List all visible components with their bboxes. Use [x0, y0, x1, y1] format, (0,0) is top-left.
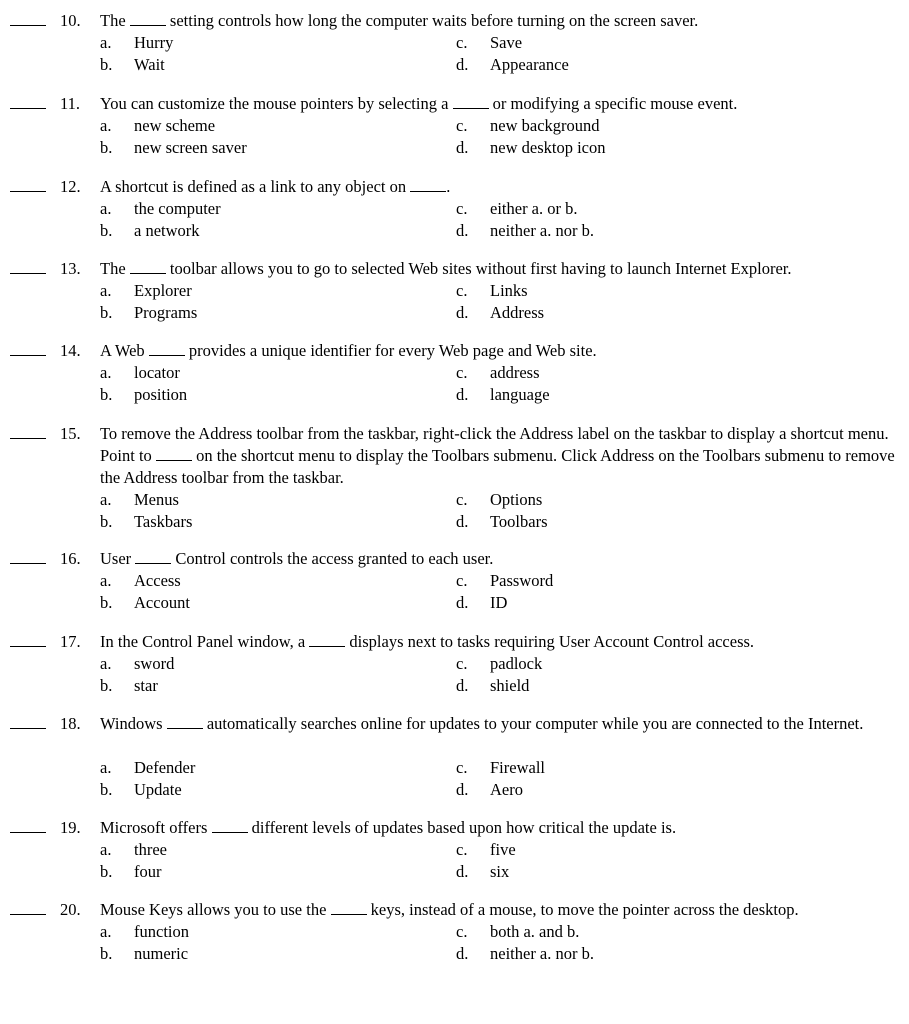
- answer-blank[interactable]: [10, 914, 46, 915]
- answer-blank[interactable]: [10, 273, 46, 274]
- question-number: 13.: [60, 259, 81, 278]
- question-number: 14.: [60, 341, 81, 360]
- answer-blank[interactable]: [10, 25, 46, 26]
- question-number: 18.: [60, 714, 81, 733]
- fill-blank: [135, 549, 171, 564]
- answer-blank[interactable]: [10, 646, 46, 647]
- answer-blank[interactable]: [10, 728, 46, 729]
- question-stem: A shortcut is defined as a link to any object on .: [100, 177, 451, 196]
- fill-blank: [410, 177, 446, 192]
- question-number: 20.: [60, 900, 81, 919]
- question-stem: Windows automatically searches online for updates to your computer while you are connected to the Internet.: [100, 714, 864, 733]
- fill-blank: [331, 900, 367, 915]
- question-stem: The toolbar allows you to go to selected Web sites without first having to launch Internet Explorer.: [100, 259, 792, 278]
- question-number: 11.: [60, 94, 81, 113]
- question-stem: A Web provides a unique identifier for every Web page and Web site.: [100, 341, 597, 360]
- answer-blank[interactable]: [10, 108, 46, 109]
- question-stem: Mouse Keys allows you to use the keys, instead of a mouse, to move the pointer across the desktop.: [100, 900, 799, 919]
- fill-blank: [130, 259, 166, 274]
- question-number: 17.: [60, 632, 81, 651]
- fill-blank: [309, 632, 345, 647]
- answer-blank[interactable]: [10, 355, 46, 356]
- question-stem: Microsoft offers different levels of updates based upon how critical the update is.: [100, 818, 677, 837]
- answer-blank[interactable]: [10, 191, 46, 192]
- question-number: 15.: [60, 424, 81, 443]
- answer-blank[interactable]: [10, 563, 46, 564]
- question-stem: The setting controls how long the computer waits before turning on the screen saver.: [100, 11, 699, 30]
- fill-blank: [130, 11, 166, 26]
- fill-blank: [453, 94, 489, 109]
- question-number: 10.: [60, 11, 81, 30]
- question-number: 19.: [60, 818, 81, 837]
- question-number: 12.: [60, 177, 81, 196]
- question-number: 16.: [60, 549, 81, 568]
- question-stem: You can customize the mouse pointers by selecting a or modifying a specific mouse event.: [100, 94, 738, 113]
- answer-blank[interactable]: [10, 438, 46, 439]
- fill-blank: [156, 446, 192, 461]
- fill-blank: [149, 341, 185, 356]
- fill-blank: [212, 818, 248, 833]
- question-stem: To remove the Address toolbar from the taskbar, right-click the Address label on the taskbar to display a shortcut menu. Point to on the shortcut menu to display the Toolbars submenu. Click Address on the Toolbars submenu to remove the Address toolbar from the taskbar.: [100, 424, 895, 487]
- question-stem: User Control controls the access granted to each user.: [100, 549, 494, 568]
- question-stem: In the Control Panel window, a displays next to tasks requiring User Account Control access.: [100, 632, 755, 651]
- answer-blank[interactable]: [10, 832, 46, 833]
- fill-blank: [167, 714, 203, 729]
